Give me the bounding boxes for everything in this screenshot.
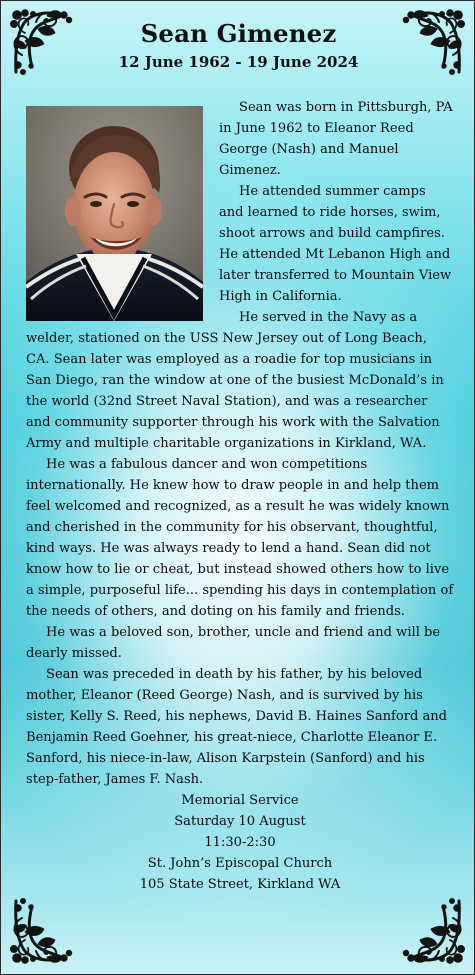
biography-paragraph: He served in the Navy as a welder, stationed on the USS New Jersey out of Long Beach, CA. Sean later was employed as a roadie for top musicians in San Diego, ran the window at one of the busiest McDonald’s in the world (32nd Street Naval Station), and was a researcher and community supporter through his work with the Salvation Army and multiple charitable organizations in Kirkland, WA. <box>26 310 444 451</box>
floral-corner-icon <box>8 6 80 78</box>
portrait-photo <box>26 106 203 321</box>
service-venue: St. John’s Episcopal Church <box>147 856 333 871</box>
survivors-paragraph: Sean was preceded in death by his father, by his beloved mother, Eleanor (Reed George) Nash, and is survived by his sister, Kelly S. Reed, his nephews, David B. Haines Sanford and Benjamin Reed Goehner, his great-niece, Charlotte Eleanor E. Sanford, his niece-in-law, Alison Karpstein (Sanford) and his step-father, James F. Nash. <box>26 667 447 787</box>
obituary-header <box>81 19 396 72</box>
life-dates: 12 June 1962 - 19 June 2024 <box>118 53 359 71</box>
service-date: Saturday 10 August <box>174 814 306 829</box>
biography-paragraph: He was a fabulous dancer and won competitions internationally. He knew how to draw people in and help them feel welcomed and recognized, as a result he was widely known and cherished in the community for his observant, thoughtful, kind ways. He was always ready to lend a hand. Sean did not know how to lie or cheat, but instead showed others how to live a simple, purposeful life... spending his days in contemplation of the needs of others, and doting on his family and friends. <box>26 457 454 619</box>
service-time: 11:30-2:30 <box>204 835 276 850</box>
biography-paragraph: He was a beloved son, brother, uncle and friend and will be dearly missed. <box>26 625 441 661</box>
floral-corner-icon <box>395 6 467 78</box>
floral-corner-icon <box>8 895 80 967</box>
deceased-name: Sean Gimenez <box>140 19 337 48</box>
service-address: 105 State Street, Kirkland WA <box>139 877 341 892</box>
biography-paragraph: He attended summer camps and learned to ride horses, swim, shoot arrows and build campfires. He attended Mt Lebanon High and later transferred to Mountain View High in California. <box>219 184 452 304</box>
obituary-body <box>26 97 454 895</box>
biography-paragraph: Sean was born in Pittsburgh, PA in June 1962 to Eleanor Reed George (Nash) and Manuel Gimenez. <box>219 100 453 178</box>
memorial-service-details <box>26 790 454 895</box>
floral-corner-icon <box>395 895 467 967</box>
service-title: Memorial Service <box>181 793 299 808</box>
